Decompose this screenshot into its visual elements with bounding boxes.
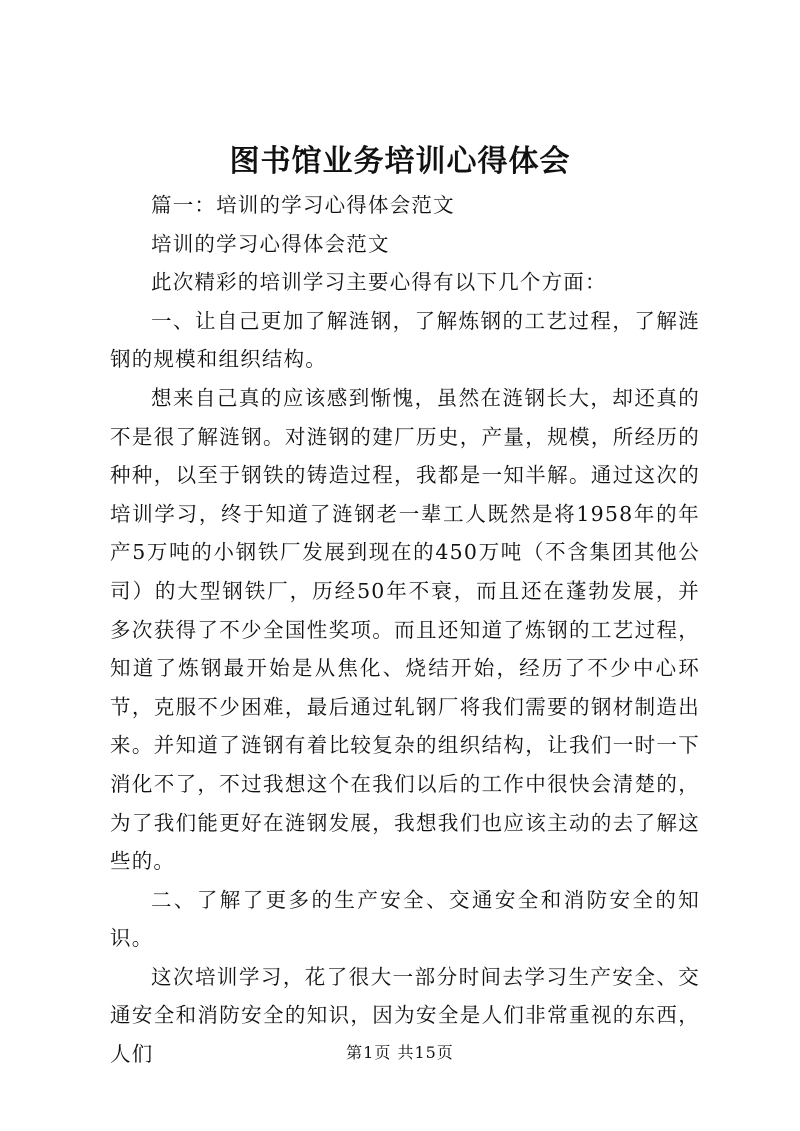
paragraph-intro: 此次精彩的培训学习主要心得有以下几个方面：: [151, 270, 607, 295]
document-title: 图书馆业务培训心得体会: [229, 144, 571, 179]
paragraph-point-one-body: 想来自己真的应该感到惭愧，虽然在涟钢长大，却还真的不是很了解涟钢。对涟钢的建厂历史，产量，规模，所经历的种种，以至于钢铁的铸造过程，我都是一知半解。通过这次的培训学习，终于知道了涟钢老一辈工人既然是将1958年的年产5万吨的小钢铁厂发展到现在的450万吨（不含集团其他公司）的大型钢铁厂，历经50年不衰，而且还在蓬勃发展，并多次获得了不少全国性奖项。而且还知道了炼钢的工艺过程，知道了炼钢最开始是从焦化、烧结开始，经历了不少中心环节，克服不少困难，最后通过轧钢厂将我们需要的钢材制造出来。并知道了涟钢有着比较复杂的组织结构，让我们一时一下消化不了，不过我想这个在我们以后的工作中很快会清楚的，为了我们能更好在涟钢发展，我想我们也应该主动的去了解这些的。: [110, 385, 700, 874]
paragraph-point-two-body: 这次培训学习，花了很大一部分时间去学习生产安全、交通安全和消防安全的知识，因为安全是人们非常重视的东西，人们: [110, 964, 700, 1067]
paragraph-section-heading: 篇一：培训的学习心得体会范文: [151, 193, 455, 217]
paragraph-point-one: 一、让自己更加了解涟钢，了解炼钢的工艺过程，了解涟钢的规模和组织结构。: [110, 308, 700, 372]
page-footer: 第1页 共15页: [346, 1043, 454, 1062]
document-body: [110, 186, 700, 1074]
paragraph-point-two: 二、了解了更多的生产安全、交通安全和消防安全的知识。: [110, 887, 700, 951]
paragraph-subtitle: 培训的学习心得体会范文: [151, 231, 390, 256]
